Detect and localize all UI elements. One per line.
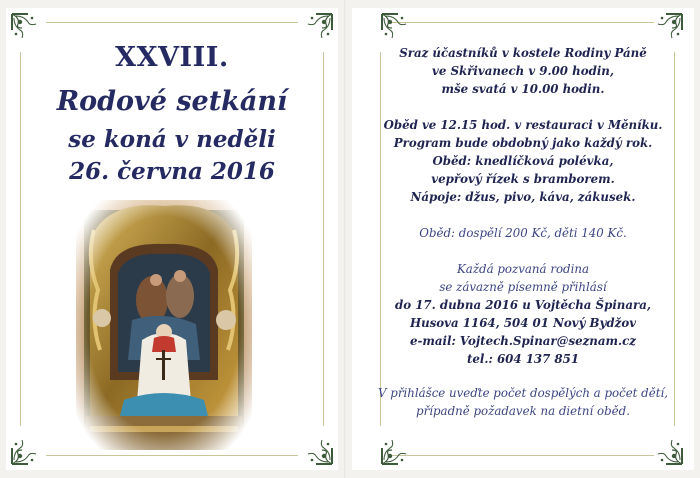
frame-bottom (392, 455, 654, 456)
note-line: případně požadavek na dietní oběd. (416, 404, 630, 418)
event-date: 26. června 2016 (69, 158, 275, 185)
frame-top (392, 22, 654, 23)
corner-ornament-icon (652, 12, 684, 44)
frame-bottom (46, 455, 298, 456)
event-subtitle: se koná v neděli (68, 126, 276, 153)
registration-contact-line: do 17. dubna 2016 u Vojtěcha Špinara, (395, 298, 651, 312)
corner-ornament-icon (652, 434, 684, 466)
meeting-line: mše svatá v 10.00 hodin. (441, 82, 605, 96)
corner-ornament-icon (380, 434, 412, 466)
corner-ornament-icon (380, 12, 412, 44)
left-panel (6, 8, 338, 470)
event-title: Rodové setkání (56, 86, 288, 117)
right-panel (352, 8, 694, 470)
corner-ornament-icon (10, 434, 42, 466)
lunch-line: Oběd: knedlíčková polévka, (432, 154, 614, 168)
registration-line: Každá pozvaná rodina (456, 262, 590, 276)
meeting-line: ve Skřivanech v 9.00 hodin, (432, 64, 614, 78)
frame-top (46, 22, 298, 23)
lunch-line: Program bude obdobný jako každý rok. (393, 136, 653, 150)
altar-photo (76, 200, 252, 450)
lunch-line: vepřový řízek s bramborem. (431, 172, 615, 186)
meeting-line: Sraz účastníků v kostele Rodiny Páně (399, 46, 647, 60)
registration-contact-line: tel.: 604 137 851 (466, 352, 580, 366)
corner-ornament-icon (302, 434, 334, 466)
price-line: Oběd: dospělí 200 Kč, děti 140 Kč. (419, 226, 627, 240)
lunch-line: Nápoje: džus, pivo, káva, zákusek. (410, 190, 636, 204)
registration-line: se závazně písemně přihlásí (439, 280, 607, 294)
event-number: XXVIII. (115, 42, 229, 73)
note-line: V přihlášce uveďte počet dospělých a počet dětí, (378, 386, 668, 400)
corner-ornament-icon (10, 12, 42, 44)
registration-contact-line: e-mail: Vojtech.Spinar@seznam.cz (409, 334, 636, 348)
corner-ornament-icon (302, 12, 334, 44)
lunch-line: Oběd ve 12.15 hod. v restauraci v Měníku. (383, 118, 663, 132)
registration-contact-line: Husova 1164, 504 01 Nový Bydžov (409, 316, 637, 330)
fold-line (344, 0, 346, 478)
